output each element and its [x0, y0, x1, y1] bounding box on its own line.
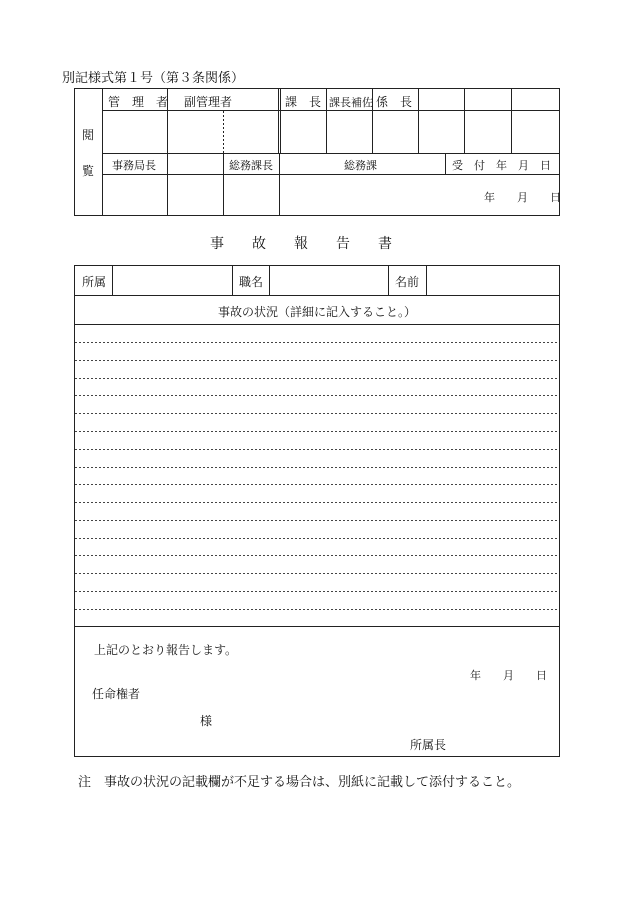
appointer-label: 任命権者 [92, 687, 141, 701]
approval-side-label-bottom: 覧 [82, 164, 95, 178]
affiliation-field[interactable] [114, 267, 230, 294]
form-id-label: 別記様式第１号（第３条関係） [62, 71, 245, 86]
general-affairs-header: 総務課 [344, 159, 377, 172]
vice-manager-header: 副管理者 [184, 95, 233, 109]
honorific-label: 様 [200, 714, 213, 728]
name-field[interactable] [428, 267, 558, 294]
subsection-chief-header: 係 長 [376, 95, 413, 109]
received-date-header: 受 付 年 月 日 [452, 159, 551, 172]
report-statement: 上記のとおり報告します。 [94, 643, 238, 657]
approval-table [74, 88, 560, 217]
section-chief-header: 課 長 [285, 95, 322, 109]
footnote: 注 事故の状況の記載欄が不足する場合は、別紙に記載して添付すること。 [78, 775, 521, 790]
deputy-chief-header: 課長補佐 [329, 96, 373, 109]
report-date: 年 月 日 [470, 669, 547, 682]
name-label: 名前 [395, 275, 420, 289]
position-label: 職名 [239, 275, 264, 289]
page-title: 事 故 報 告 書 [210, 236, 392, 252]
manager-header: 管 理 者 [108, 95, 169, 109]
situation-text-area[interactable] [76, 326, 558, 625]
received-date-blank: 年 月 日 [484, 191, 561, 204]
position-field[interactable] [271, 267, 386, 294]
secretariat-head-header: 事務局長 [112, 159, 156, 172]
approval-side-label-top: 閲 [82, 128, 95, 142]
affiliation-label: 所属 [82, 275, 107, 289]
report-table [74, 265, 560, 758]
situation-header: 事故の状況（詳細に記入すること。） [217, 305, 416, 319]
general-affairs-chief-header: 総務課長 [229, 159, 273, 172]
office-head-label: 所属長 [410, 738, 447, 752]
